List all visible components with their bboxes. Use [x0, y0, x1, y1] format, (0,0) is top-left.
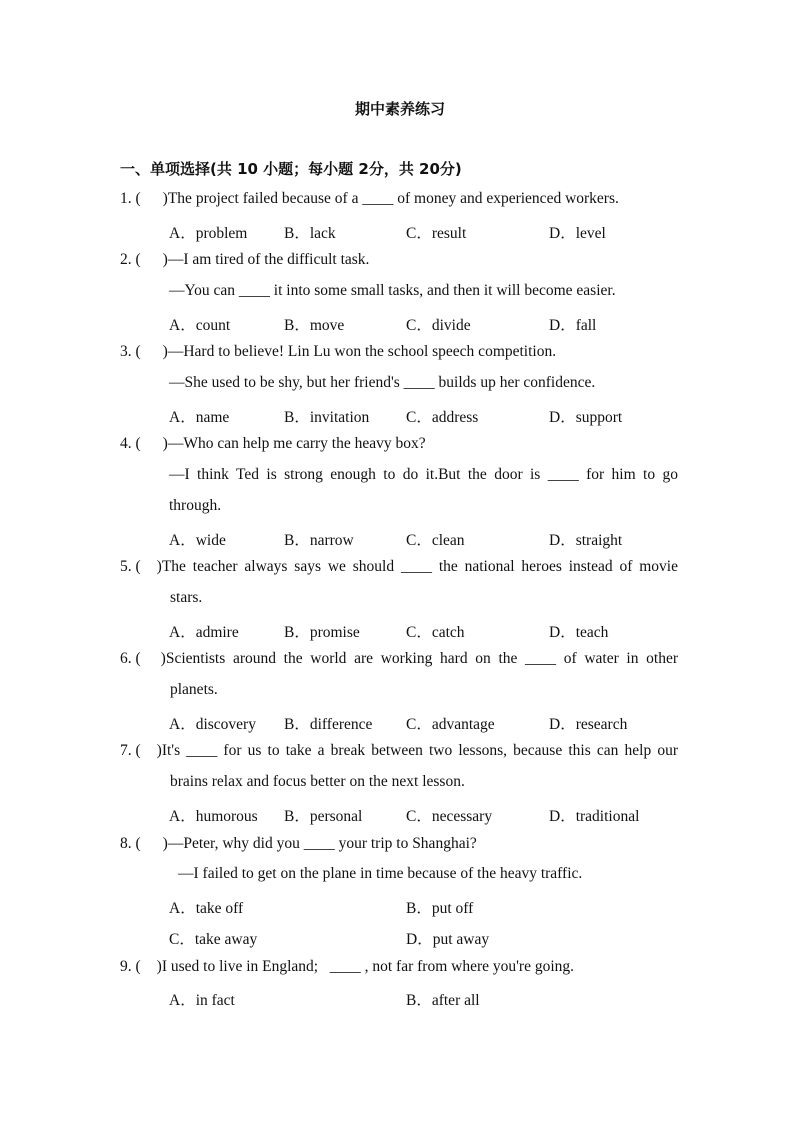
- option-d: D．research: [549, 716, 628, 733]
- question-text: —Peter, why did you ____ your trip to Shanghai?: [167, 835, 477, 852]
- question-text: I used to live in England; ____ , not far from where you're going.: [161, 958, 575, 975]
- question-number: 9. (: [120, 958, 141, 975]
- question-number: 5. (: [120, 558, 141, 575]
- answer-blank[interactable]: [141, 558, 157, 576]
- question-text: —Who can help me carry the heavy box?: [167, 435, 426, 452]
- question-text: —I think Ted is strong enough to do it.But the door is ____ for him to go: [169, 466, 678, 483]
- question-number: 7. (: [120, 742, 141, 759]
- option-c: C．advantage: [406, 716, 495, 733]
- option-c: C．take away: [169, 931, 258, 948]
- question-text: The project failed because of a ____ of money and experienced workers.: [167, 190, 619, 207]
- answer-blank[interactable]: [141, 650, 161, 668]
- question-number: 4. (: [120, 435, 141, 452]
- question-text: planets.: [170, 681, 218, 698]
- option-b: B．move: [284, 317, 345, 334]
- question-text: It's ____ for us to take a break between two lessons, because this can help our: [161, 742, 678, 759]
- question-text: brains relax and focus better on the next lesson.: [170, 773, 465, 790]
- question-7: 7. ( ) It's ____ for us to take a break between two lessons, because this can help our: [120, 742, 678, 759]
- option-d: D．fall: [549, 317, 597, 334]
- question-3: 3. ( )—Hard to believe! Lin Lu won the school speech competition.: [120, 343, 557, 360]
- option-a: A．admire: [169, 624, 239, 641]
- question-number: 2. (: [120, 251, 141, 268]
- option-c: C．address: [406, 409, 479, 426]
- option-d: D．level: [549, 225, 606, 242]
- option-c: C．divide: [406, 317, 471, 334]
- option-b: B．narrow: [284, 532, 354, 549]
- option-a: A．humorous: [169, 808, 258, 825]
- option-c: C．clean: [406, 532, 465, 549]
- question-number: 1. (: [120, 190, 141, 207]
- option-a: A．take off: [169, 900, 244, 917]
- question-text: —Hard to believe! Lin Lu won the school speech competition.: [167, 343, 557, 360]
- section-heading: 一、单项选择(共 10 小题；每小题 2分，共 20分): [120, 160, 462, 178]
- option-a: A．discovery: [169, 716, 256, 733]
- question-text: —She used to be shy, but her friend's ____ builds up her confidence.: [169, 374, 596, 391]
- question-text: —I failed to get on the plane in time because of the heavy traffic.: [178, 865, 583, 882]
- question-2: 2. ( )—I am tired of the difficult task.: [120, 251, 370, 268]
- option-a: A．problem: [169, 225, 248, 242]
- question-text: stars.: [170, 589, 203, 606]
- option-a: A．in fact: [169, 992, 235, 1009]
- question-number: 8. (: [120, 835, 141, 852]
- question-9: 9. ( )I used to live in England; ____ , not far from where you're going.: [120, 958, 575, 975]
- question-4: 4. ( )—Who can help me carry the heavy box?: [120, 435, 426, 452]
- question-text: The teacher always says we should ____ the national heroes instead of movie: [161, 558, 678, 575]
- answer-blank[interactable]: [141, 742, 157, 760]
- option-c: C．necessary: [406, 808, 493, 825]
- option-b: B．difference: [284, 716, 373, 733]
- option-d: D．traditional: [549, 808, 640, 825]
- option-d: D．support: [549, 409, 623, 426]
- option-b: B．personal: [284, 808, 363, 825]
- page-title: 期中素养练习: [354, 100, 445, 118]
- option-c: C．result: [406, 225, 467, 242]
- question-text: through.: [169, 497, 222, 514]
- option-d: D．put away: [406, 931, 490, 948]
- option-b: B．promise: [284, 624, 360, 641]
- question-text: —I am tired of the difficult task.: [167, 251, 370, 268]
- option-b: B．put off: [406, 900, 474, 917]
- option-c: C．catch: [406, 624, 465, 641]
- question-1: 1. ( )The project failed because of a ____ of money and experienced workers.: [120, 190, 619, 207]
- question-number: 6. (: [120, 650, 141, 667]
- option-b: B．lack: [284, 225, 336, 242]
- question-text: —You can ____ it into some small tasks, and then it will become easier.: [169, 282, 616, 299]
- option-a: A．wide: [169, 532, 226, 549]
- question-number: 3. (: [120, 343, 141, 360]
- option-a: A．count: [169, 317, 231, 334]
- option-d: D．teach: [549, 624, 609, 641]
- option-b: B．after all: [406, 992, 480, 1009]
- question-5: 5. ( ) The teacher always says we should ____ the national heroes instead of movie: [120, 558, 678, 575]
- question-6: 6. ( ) Scientists around the world are working hard on the ____ of water in other: [120, 650, 678, 667]
- question-text: Scientists around the world are working hard on the ____ of water in other: [165, 650, 678, 667]
- option-d: D．straight: [549, 532, 623, 549]
- option-a: A．name: [169, 409, 230, 426]
- question-8: 8. ( )—Peter, why did you ____ your trip to Shanghai?: [120, 835, 477, 852]
- option-b: B．invitation: [284, 409, 370, 426]
